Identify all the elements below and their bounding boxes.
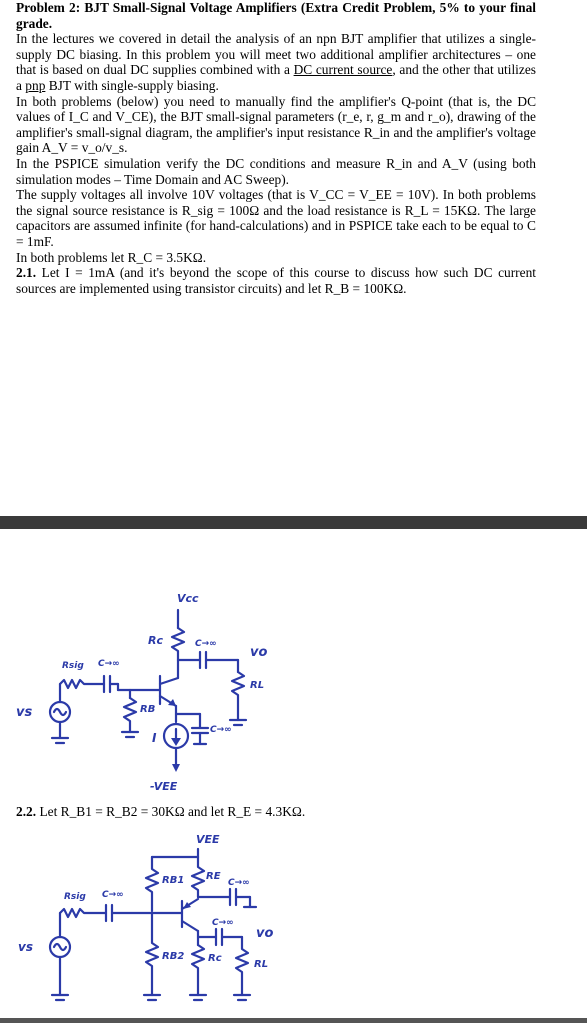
rsig-label-2: Rsig xyxy=(64,892,86,902)
vs-label: vs xyxy=(16,705,33,720)
bjt2-collector xyxy=(182,921,198,931)
re-resistor xyxy=(192,857,204,897)
cin-label: C→∞ xyxy=(98,659,120,669)
dc-current-source-link: DC current source xyxy=(293,62,393,78)
vo-label-2: vo xyxy=(256,926,274,941)
rsig-label: Rsig xyxy=(62,661,84,671)
pnp-link: pnp xyxy=(25,77,46,93)
vo-label: vo xyxy=(250,645,268,660)
rc-resistor xyxy=(172,628,184,660)
problem-text xyxy=(16,0,536,296)
bjt-collector xyxy=(160,678,178,684)
rc-paragraph: In both problems let R_C = 3.5KΩ. xyxy=(16,249,207,265)
rsig-resistor xyxy=(60,680,104,688)
rb2-label: RB2 xyxy=(162,951,185,962)
rb1-label: RB1 xyxy=(162,875,185,886)
vee-arrow xyxy=(172,764,180,772)
rc-label-2: Rc xyxy=(208,953,222,964)
cin-label-2: C→∞ xyxy=(102,890,124,900)
ce-label: C→∞ xyxy=(210,725,232,735)
circuit-1-svg xyxy=(10,580,300,800)
problem-title: Problem 2: BJT Small-Signal Voltage Amplifiers (Extra Credit Problem, 5% to your final grade. xyxy=(16,0,536,31)
circuit-diagram-1 xyxy=(10,580,300,800)
section-2-1: 2.1. Let I = 1mA (and it's beyond the scope of this course to discuss how such DC current sources are implemented using transistor circuits) and let R_B = 100KΩ. xyxy=(16,265,536,296)
vs-sine-2 xyxy=(54,944,66,950)
re-label: RE xyxy=(206,871,221,882)
rb1-resistor xyxy=(146,857,158,911)
cout-label-2: C→∞ xyxy=(212,918,234,928)
rc-label: Rc xyxy=(148,634,163,647)
vee-label: -VEE xyxy=(150,780,178,793)
vcc-label: Vcc xyxy=(177,592,199,605)
rb2-resistor xyxy=(146,913,158,995)
intro-paragraph: In the lectures we covered in detail the analysis of an npn BJT amplifier that utilizes a single-supply DC biasing. In this problem you will meet two additional amplifier architectures – one that is based on dual DC supplies combined with a DC current source, and the other that utilizes a pnp BJT with single-supply biasing. xyxy=(16,31,536,93)
rl-label-2: RL xyxy=(254,959,269,970)
section-2-2: 2.2. Let R_B1 = R_B2 = 30KΩ and let R_E = 4.3KΩ. xyxy=(16,804,306,819)
supply-paragraph: The supply voltages all involve 10V voltages (that is V_CC = V_EE = 10V). In both problems the signal source resistance is R_sig = 100Ω and the load resistance is R_L = 15KΩ. The large capacitors are assumed infinite (for hand-calculations) and in PSPICE take each to be equal to C = 1mF. xyxy=(16,187,536,249)
rl-label: RL xyxy=(250,680,265,691)
circuit-diagram-2 xyxy=(10,825,290,1015)
circuit-2-svg xyxy=(10,825,290,1015)
rc-resistor-2 xyxy=(192,945,204,995)
rb-resistor xyxy=(124,698,136,732)
i-label: I xyxy=(152,731,157,745)
simulation-paragraph: In the PSPICE simulation verify the DC conditions and measure R_in and A_V (using both simulation modes – Time Domain and AC Sweep). xyxy=(16,155,536,187)
bottom-border xyxy=(0,1018,587,1023)
rsig-resistor-2 xyxy=(60,909,106,917)
current-arrow-head xyxy=(171,738,181,746)
page-divider xyxy=(0,516,587,529)
vee-label-2: VEE xyxy=(196,833,220,846)
vs-sine xyxy=(54,709,66,715)
requirements-paragraph: In both problems (below) you need to manually find the amplifier's Q-point (that is, the DC values of I_C and V_CE), the BJT small-signal parameters (r_e, r, g_m and r_o), drawing of the amplifier's small-signal diagram, the amplifier's input resistance R_in and the amplifier's voltage gain A_V = v_o/v_s. xyxy=(16,93,536,156)
cout-label: C→∞ xyxy=(195,639,217,649)
rl-resistor xyxy=(232,672,244,720)
vs-label-2: vs xyxy=(18,940,33,954)
rl-resistor-2 xyxy=(236,937,248,995)
ce-label-2: C→∞ xyxy=(228,878,250,888)
rb-label: RB xyxy=(140,704,156,715)
